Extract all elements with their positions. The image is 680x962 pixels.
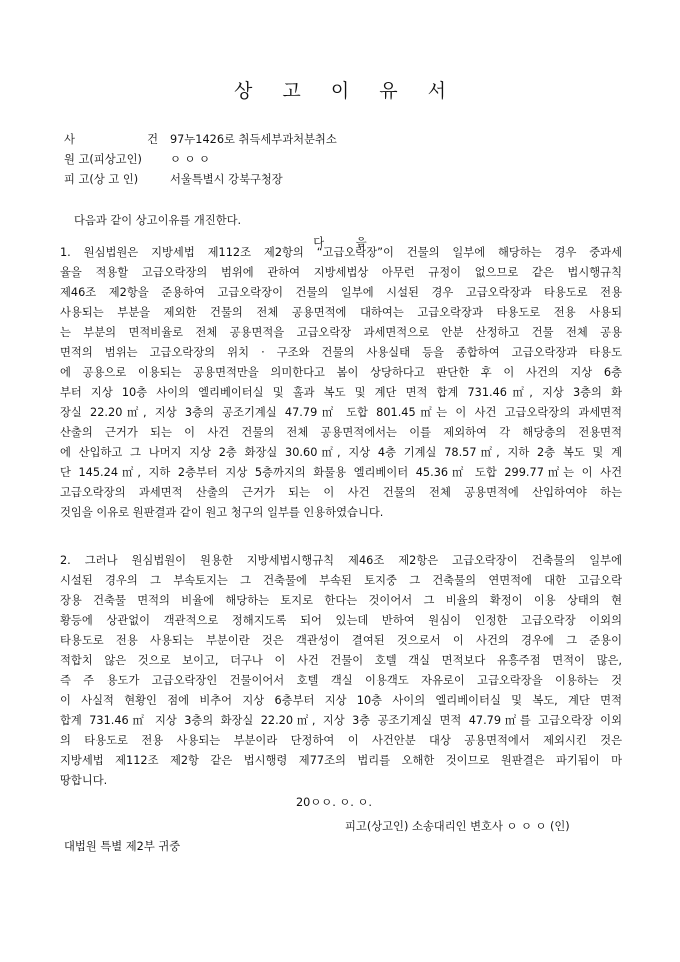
paragraph-line: 산출의 근거가 되는 이 사건 건물의 전체 공용면적에서는 이를 제외하여 각 해당층의 전용면적 bbox=[60, 426, 622, 439]
paragraph-line: 즉 주 용도가 고급오락장인 건물이어서 호텔 객실 이용객도 자유로이 고급오락장을 이용하는 것 bbox=[60, 674, 622, 687]
defendant-value: 서울특별시 강북구청장 bbox=[170, 173, 283, 186]
defendant-label: 피 고(상 고 인) bbox=[64, 173, 139, 186]
case-value: 97누1426로 취득세부과처분취소 bbox=[170, 133, 337, 146]
paragraph-line: 단 145.24㎡, 지하 2층부터 지상 5층까지의 화물용 엘리베이터 45.36㎡ 도합 299.77㎡는 이 사건 bbox=[60, 466, 622, 479]
notice-heading: 다 음 bbox=[313, 236, 381, 249]
paragraph-line: 장실 22.20㎡, 지상 3층의 공조기계실 47.79㎡ 도합 801.45㎡는 이 사건 고급오락장의 과세면적 bbox=[60, 406, 622, 419]
plaintiff-value: ㅇ ㅇ ㅇ bbox=[170, 153, 210, 166]
paragraph-line: 시설된 경우의 그 부속토지는 그 건축물에 부속된 토지중 그 건축물의 연면적에 대한 고급오락 bbox=[60, 574, 622, 587]
plaintiff-label: 원 고(피상고인) bbox=[64, 153, 142, 166]
paragraph-line: 고급오락장의 과세면적 산출의 근거가 되는 이 사건 건물의 전체 공용면적에 산입하여야 하는 bbox=[60, 486, 622, 499]
paragraph-line: 것임을 이유로 원판결과 같이 원고 청구의 일부를 인용하였습니다. bbox=[60, 506, 384, 519]
paragraph-line: 율을 적용할 고급오락장의 범위에 관하여 지방세법상 아무런 규정이 없으므로 같은 법시행규칙 bbox=[60, 266, 622, 279]
paragraph-line: 면적의 범위는 고급오락장의 위치 · 구조와 건물의 사용실태 등을 종합하여 고급오락장과 타용도 bbox=[60, 346, 622, 359]
intro-text: 다음과 같이 상고이유를 개진한다. bbox=[74, 214, 242, 227]
case-label-char-2: 건 bbox=[147, 133, 158, 146]
signer-line: 피고(상고인) 소송대리인 변호사 ㅇ ㅇ ㅇ (인) bbox=[345, 820, 570, 833]
paragraph-2 bbox=[60, 551, 622, 791]
paragraph-line: 사용되는 부분을 제외한 건물의 전체 공용면적에 대하여는 고급오락장과 타용도로 전용 사용되 bbox=[60, 306, 622, 319]
paragraph-line: 제46조 제2항을 준용하여 고급오락장이 건물의 일부에 시설된 경우 고급오락장과 타용도로 전용 bbox=[60, 286, 622, 299]
document-title: 상 고 이 유 서 bbox=[234, 80, 458, 102]
paragraph-line: 부터 지상 10층 사이의 엘리베이터실 및 홀과 복도 및 계단 면적 합계 731.46㎡, 지상 3층의 화 bbox=[60, 386, 622, 399]
paragraph-line: 합계 731.46㎡ 지상 3층의 화장실 22.20㎡, 지상 3층 공조기계실 면적 47.79㎡를 고급오락장 이외 bbox=[60, 714, 622, 727]
paragraph-line: 장용 건축물 면적의 비율에 해당하는 토지로 한다는 것이어서 그 비율의 확정이 이용 상태의 현 bbox=[60, 594, 622, 607]
paragraph-line: 는 부분의 면적비율로 전체 공용면적을 고급오락장 과세면적으로 안분 산정하고 건물 전체 공용 bbox=[60, 326, 622, 339]
case-label-char-1: 사 bbox=[64, 133, 75, 146]
paragraph-line: 타용도로 전용 사용되는 부분이란 것은 객관성이 결여된 것으로서 이 사건의 경우에 그 준용이 bbox=[60, 634, 622, 647]
paragraph-line: 적합치 않은 것으로 보이고, 더구나 이 사건 건물이 호텔 객실 면적보다 유흥주점 면적이 많은, bbox=[60, 654, 622, 667]
paragraph-1 bbox=[60, 243, 622, 523]
document-date: 20ㅇㅇ. ㅇ. ㅇ. bbox=[296, 796, 372, 809]
paragraph-line: 의 타용도로 전용 사용되는 부분이라 단정하여 이 사건안분 대상 공용면적에서 제외시킨 것은 bbox=[60, 734, 622, 747]
paragraph-line: 2. 그러나 원심법원이 원용한 지방세법시행규칙 제46조 제2항은 고급오락장이 건축물의 일부에 bbox=[60, 554, 622, 567]
paragraph-line: 1. 원심법원은 지방세법 제112조 제2항의 “고급오락장”이 건물의 일부에 해당하는 경우 중과세 bbox=[60, 246, 622, 259]
paragraph-line: 땅합니다. bbox=[60, 774, 108, 787]
case-label bbox=[64, 131, 158, 149]
paragraph-line: 에 산입하고 그 나머지 지상 2층 화장실 30.60㎡, 지상 4층 기계실 78.57㎡, 지하 2층 복도 및 계 bbox=[60, 446, 622, 459]
paragraph-line: 황등에 상관없이 객관적으로 정해지도록 되어 있는데 반하여 원심이 인정한 고급오락장 이외의 bbox=[60, 614, 622, 627]
paragraph-line: 지방세법 제112조 제2항 같은 법시행령 제77조의 법리를 오해한 것이므로 원판결은 파기됨이 마 bbox=[60, 754, 622, 767]
court-addressee: 대법원 특별 제2부 귀중 bbox=[64, 840, 181, 853]
paragraph-line: 에 공용으로 이용되는 공용면적만을 의미한다고 봄이 상당하다고 판단한 후 이 사건의 지상 6층 bbox=[60, 366, 622, 379]
paragraph-line: 이 사실적 현황인 점에 비추어 지상 6층부터 지상 10층 사이의 엘리베이터실 및 복도, 계단 면적 bbox=[60, 694, 622, 707]
